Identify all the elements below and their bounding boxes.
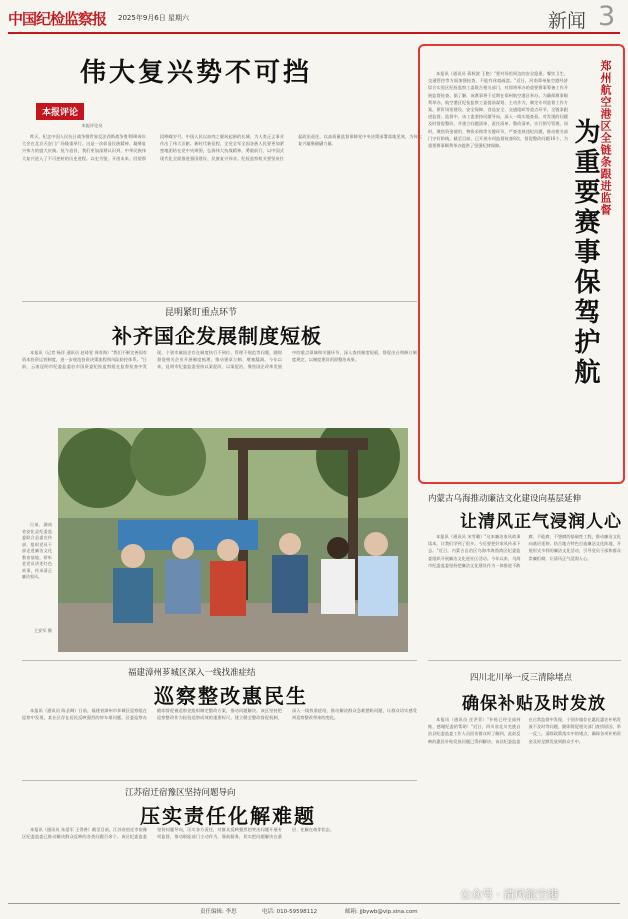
editorial-tag: 本报评论	[36, 103, 84, 120]
section-name: 新闻	[548, 10, 587, 32]
footer-rule	[8, 903, 620, 904]
section-divider	[22, 301, 417, 302]
footer-phone: 电话: 010-59598112	[262, 909, 318, 915]
editorial-byline: 本报评论员	[81, 123, 103, 128]
kunming-title: 补齐国企发展制度短板	[112, 324, 322, 348]
sichuan-title: 确保补贴及时发放	[462, 694, 606, 714]
issue-date: 2025年9月6日 星期六	[118, 14, 189, 22]
watermark: 公众号 · 清风航空港	[460, 888, 559, 901]
featured-title: 为重要赛事保驾护航	[570, 118, 600, 388]
wuhai-kicker: 内蒙古乌海推动廉洁文化建设向基层延伸	[428, 494, 582, 504]
section-divider	[22, 660, 417, 661]
elderly-people-seated-photo	[58, 428, 408, 652]
photo-credit: 王安军 摄	[33, 628, 52, 633]
news-photo	[58, 428, 408, 652]
kunming-kicker: 昆明紧盯重点环节	[165, 308, 238, 318]
wuhai-title: 让清风正气浸润人心	[460, 512, 622, 532]
fujian-title: 巡察整改惠民生	[154, 684, 308, 708]
kunming-body: 本报讯（记者 杨洋 通讯员 赵琦雯 周寿海）"我们不断完善国有资本投资运营制度，进一步规范投资决策流程和风险防控体系。"日前，云南昆明市纪委监委驻市国资委纪检监察组在监督检查中发现，个别市属国企存在制度执行不到位、管理不规范等问题，随即督促相关企业开展制度梳理，推动建章立制、堵塞漏洞。今年以来，昆明市纪委监委坚持以案促改、以案促治，聚焦国企改革发展中的重点领域和关键环节，深入查找制度短板，督促出台和修订制度规定，以制度建设巩固整治成果。	[22, 350, 417, 370]
jiangsu-kicker: 江苏宿迁宿豫区坚持问题导向	[125, 788, 236, 798]
jiangsu-body: 本报讯（通讯员 朱延军 王得善）截至目前，江苏省宿迁市宿豫区纪委监委已推动解决群众反映的各类问题百余个。该区纪委监委坚持问题导向，压实各方责任，对群众反映强烈的突出问题开展专项监督，推动职能部门主动作为、靠前服务，切实把问题解决在基层、化解在萌芽状态。	[22, 827, 334, 840]
footer-editor: 责任编辑: 李思	[200, 909, 237, 915]
featured-body: 本报讯（通讯员 蒋秋波 王艳）"要对场馆周边的安全隐患、餐饮卫生、交通管控等方面加强检查，不能有丝毫疏忽。"近日，河南郑州航空港经济综合实验区纪检监察工委联合相关部门，对即将举办的重要赛事筹备工作开展监督检查。据了解，该赛事将于近期在郑州航空港区举办。为确保赛事顺利举办，航空港区纪检监察工委提前谋划、主动作为，制定专项监督工作方案，紧盯场馆建设、安全保障、食品安全、交通组织等重点环节，全链条跟进监督。监督中，该工委坚持问题导向，深入一线实地查看，对发现的问题及时督促整改，并建立问题清单、责任清单、整改清单，实行销号管理。同时，聚焦资金使用、物资采购等关键环节，严查违规违纪问题，推动相关部门守好防线。截至目前，已开展专项监督检查8次，督促整改问题16个，为重要赛事顺利举办提供了坚强纪律保障。	[428, 71, 568, 149]
photo-caption: 日前，湖南省安化县纪委监委联合县委宣传部，组织党员干部走进廉洁文化教育基地，聆听老党员讲述红色故事，传承清正廉洁家风。	[22, 522, 52, 579]
footer-email: 邮箱: jjbywb@vip.sina.com	[345, 909, 418, 915]
section-divider	[22, 780, 417, 781]
page-number: 3	[598, 1, 616, 32]
editorial-title: 伟大复兴势不可挡	[80, 58, 313, 88]
fujian-kicker: 福建漳州芗城区深入一线找准症结	[128, 668, 256, 678]
section-divider	[428, 660, 621, 661]
editorial-body: 昨天，纪念中国人民抗日战争暨世界反法西斯战争胜利80周年大会在北京天安门广场隆重举行。这是一次彰显民族精神、凝聚复兴伟力的盛大庆典。抚今追昔，我们更加深刻认识到，中华民族伟大复兴进入了不可逆转的历史进程。以史为鉴，开创未来。回望那段峥嵘岁月，中国人民以血肉之躯筑起新的长城，为人类正义事业作出了伟大贡献。新时代新征程，全党全军全国各族人民要更加紧密地团结在党中央周围，弘扬伟大抗战精神，勇毅前行，以中国式现代化全面推进强国建设、民族复兴伟业。纪检监察机关要坚决扛起政治责任，以高质量监督保障党中央决策部署落地见效，为伟大复兴凝聚磅礴力量。	[22, 134, 422, 161]
wuhai-body: 本报讯（通讯员 宋雪璐）"这本廉洁家风故事读本，让我们学到了很多，今后要把好家风传承下去。"近日，内蒙古自治区乌海市海勃湾区纪委监委组织开展廉洁文化进社区活动。今年以来，乌海市纪委监委坚持把廉洁文化建设作为一体推进不敢腐、不能腐、不想腐的基础性工程，推动廉洁文化向基层延伸，结合地方特色打造廉洁文化阵地，开展形式多样的廉洁文化活动，引导党员干部和群众崇廉拒腐，让清风正气浸润人心。	[428, 534, 621, 568]
fujian-body: 本报讯（通讯员 陈圣琳）日前，福建省漳州市芗城区巡察组在巡察中发现，某社区存在居民反映强烈的停车难问题。区委巡察办随即督促被巡察党组织制定整改方案，推动问题解决。该区坚持把巡察整改作为检验巡察成效的重要标尺，建立健全整改督促机制，深入一线找准症结，推动解决群众急难愁盼问题，让群众切实感受到巡察整改带来的变化。	[22, 708, 417, 721]
sichuan-kicker: 四川北川举一反三清除堵点	[470, 673, 573, 683]
jiangsu-title: 压实责任化解难题	[140, 804, 316, 828]
masthead-rule	[8, 32, 620, 34]
sichuan-body: 本报讯（通讯员 任洪菲）"补贴已经全部到账，感谢纪委的帮助！"近日，四川省北川羌族自治县纪委监委工作人员回访群众时了解到，此前反映的惠民补贴发放问题已得到解决。该县纪委监委在日常监督中发现，个别乡镇存在惠民惠农补贴发放不及时等问题，随即督促相关部门查找原因、举一反三，清除政策落实中的堵点，确保各项补贴资金及时足额发放到群众手中。	[428, 717, 621, 744]
featured-subtitle: 郑州航空港区全链条跟进监督	[599, 60, 612, 216]
masthead-logo: 中国纪检监察报	[8, 10, 107, 28]
